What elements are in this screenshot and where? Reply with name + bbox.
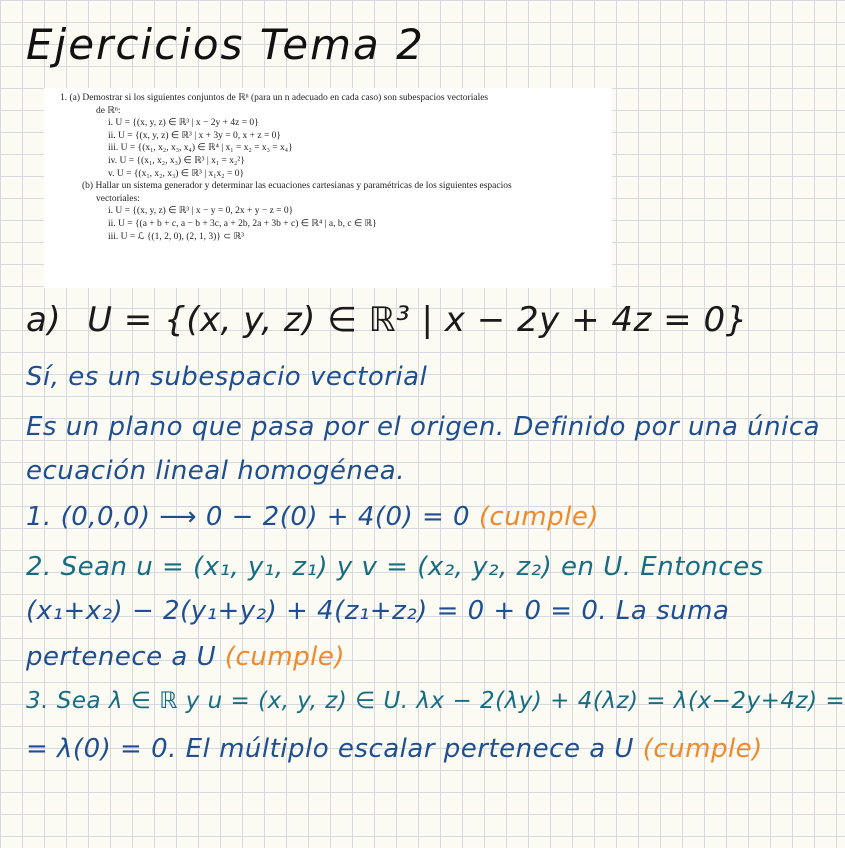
- note-line-step-3: 3. Sea λ ∈ ℝ y u = (x, y, z) ∈ U. λx − 2(λy) + 4(λz) = λ(x−2y+4z) =: [26, 688, 845, 714]
- exercise-1a-item: iii. U = {(x₁, x₂, x₃, x₄) ∈ ℝ⁴ | x₁ = x₂ = x₃ = x₄}: [108, 143, 293, 154]
- note-line: Sí, es un subespacio vectorial: [26, 362, 428, 392]
- cumple-note: (cumple): [224, 642, 346, 672]
- exercise-1b-item: iii. U = ℒ {(1, 2, 0), (2, 1, 3)} ⊂ ℝ³: [108, 231, 244, 242]
- exercise-1a-item: iv. U = {(x₁, x₂, x₃) ∈ ℝ³ | x₁ = x₂²}: [108, 155, 245, 166]
- part-a-label: a): [26, 300, 62, 340]
- exercise-1b-item: i. U = {(x, y, z) ∈ ℝ³ | x − y = 0, 2x + y − z = 0}: [108, 206, 294, 217]
- note-line: [26, 734, 763, 764]
- note-line: Es un plano que pasa por el origen. Definido por una única: [26, 412, 821, 442]
- exercise-1a-item: v. U = {(x₁, x₂, x₃) ∈ ℝ³ | x₁x₂ = 0}: [108, 168, 245, 179]
- exercise-1a-text: 1. (a) Demostrar si los siguientes conjuntos de ℝⁿ (para un n adecuado en cada caso) son subespacios vectoriales: [60, 93, 489, 103]
- exercise-1a-text-cont: de ℝⁿ:: [96, 105, 121, 116]
- exercise-statement: [44, 88, 612, 288]
- note-text: = λ(0) = 0. El múltiplo escalar pertenece a U: [26, 734, 634, 764]
- note-line-step-2: 2. Sean u = (x₁, y₁, z₁) y v = (x₂, y₂, z₂) en U. Entonces: [26, 552, 764, 582]
- cumple-note: (cumple): [478, 502, 599, 532]
- note-text: pertenece a U: [26, 642, 217, 672]
- exercise-1a-item: ii. U = {(x, y, z) ∈ ℝ³ | x + 3y = 0, x + z = 0}: [108, 130, 281, 141]
- part-a-set: U = {(x, y, z) ∈ ℝ³ | x − 2y + 4z = 0}: [87, 300, 748, 340]
- note-line: [26, 642, 345, 672]
- step-1-text: 1. (0,0,0) ⟶ 0 − 2(0) + 4(0) = 0: [26, 502, 471, 532]
- part-a-heading: [26, 300, 748, 340]
- note-line-step-1: [26, 502, 599, 532]
- exercise-1a-item: i. U = {(x, y, z) ∈ ℝ³ | x − 2y + 4z = 0}: [108, 118, 259, 129]
- exercise-1b-text-cont: vectoriales:: [96, 193, 140, 204]
- exercise-1b-item: ii. U = {(a + b + c, a − b + 3c, a + 2b, 2a + 3b + c) ∈ ℝ⁴ | a, b, c ∈ ℝ}: [108, 218, 377, 229]
- exercise-1b-text: (b) Hallar un sistema generador y determinar las ecuaciones cartesianas y paramétricas de los siguientes espacios: [82, 181, 512, 192]
- note-line: (x₁+x₂) − 2(y₁+y₂) + 4(z₁+z₂) = 0 + 0 = 0. La suma: [26, 596, 730, 626]
- cumple-note: (cumple): [642, 734, 763, 764]
- page-title: Ejercicios Tema 2: [26, 20, 425, 69]
- note-line: ecuación lineal homogénea.: [26, 456, 406, 486]
